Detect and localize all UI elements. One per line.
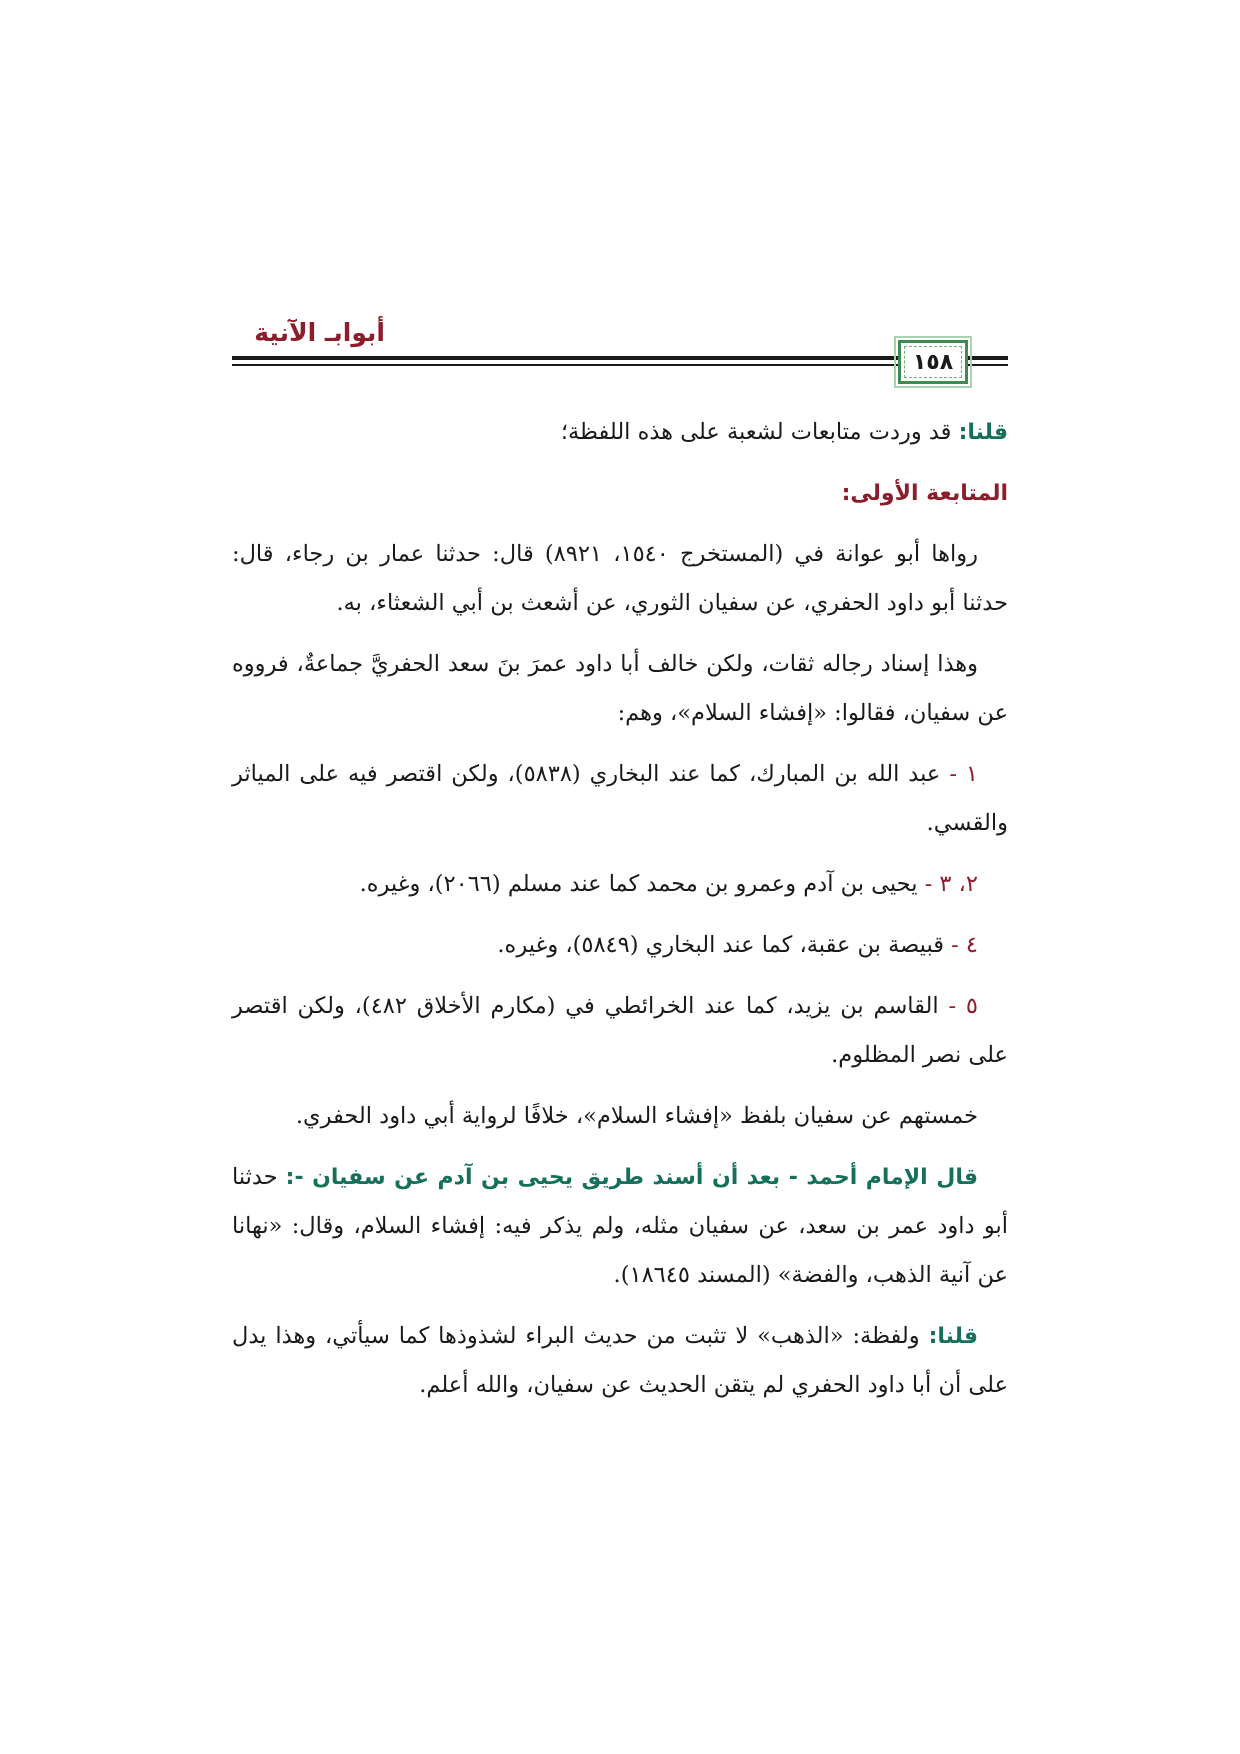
intro-text: قد وردت متابعات لشعبة على هذه اللفظة؛ [560,419,959,445]
qulna-label-2: قلنا: [928,1324,978,1349]
paragraph-summary: خمستهم عن سفيان بلفظ «إفشاء السلام»، خلافًا لرواية أبي داود الحفري. [295,1103,978,1129]
list-item-2 [232,860,1008,909]
paragraph-conclusion [232,1312,1008,1410]
paragraph-riwaya: رواها أبو عوانة في (المستخرج ١٥٤٠، ٨٩٢١) قال: حدثنا عمار بن رجاء، قال: حدثنا أبو داود الحفري، عن سفيان الثوري، عن أشعث بن أبي الشعثاء، به. [232,541,1008,616]
list-item-4-number: ٤ - [951,932,978,958]
list-item-4 [232,921,1008,970]
page-number-badge [898,340,968,384]
intro-paragraph [232,408,1008,457]
chapter-title: أبوابـ الآنية [254,318,385,347]
ahmad-lead: قال الإمام أحمد - بعد أن أسند طريق يحيى بن آدم عن سفيان -: [285,1165,979,1190]
list-item-5-text: القاسم بن يزيد، كما عند الخرائطي في (مكارم الأخلاق ٤٨٢)، ولكن اقتصر على نصر المظلوم. [232,993,1008,1068]
list-item-1-text: عبد الله بن المبارك، كما عند البخاري (٥٨٣٨)، ولكن اقتصر فيه على المياثر والقسي. [232,761,1008,836]
list-item-5 [232,982,1008,1080]
conclusion-text: ولفظة: «الذهب» لا تثبت من حديث البراء لشذوذها كما سيأتي، وهذا يدل على أن أبا داود الحفري لم يتقن الحديث عن سفيان، والله أعلم. [232,1323,1008,1398]
paragraph-isnad: وهذا إسناد رجاله ثقات، ولكن خالف أبا داود عمرَ بنَ سعد الحفريَّ جماعةٌ، فرووه عن سفيان، فقالوا: «إفشاء السلام»، وهم: [232,651,1008,726]
header-rule-thick [232,356,1008,360]
section-heading: المتابعة الأولى: [841,481,1008,506]
paragraph-ahmad [232,1153,1008,1300]
qulna-label: قلنا: [958,420,1008,445]
page-number: ١٥٨ [912,349,954,375]
ahmad-text: حدثنا أبو داود عمر بن سعد، عن سفيان مثله، ولم يذكر فيه: إفشاء السلام، وقال: «نهانا عن آنية الذهب، والفضة» (المسند ١٨٦٤٥). [232,1164,1008,1288]
header-rule-thin [232,364,1008,366]
list-item-5-number: ٥ - [948,993,978,1019]
list-item-4-text: قبيصة بن عقبة، كما عند البخاري (٥٨٤٩)، وغيره. [497,932,952,958]
list-item-2-text: يحيى بن آدم وعمرو بن محمد كما عند مسلم (٢٠٦٦)، وغيره. [359,871,925,897]
list-item-1 [232,750,1008,848]
list-item-2-number: ٢، ٣ - [924,871,978,897]
list-item-1-number: ١ - [949,761,978,787]
page-content [232,408,1008,1422]
